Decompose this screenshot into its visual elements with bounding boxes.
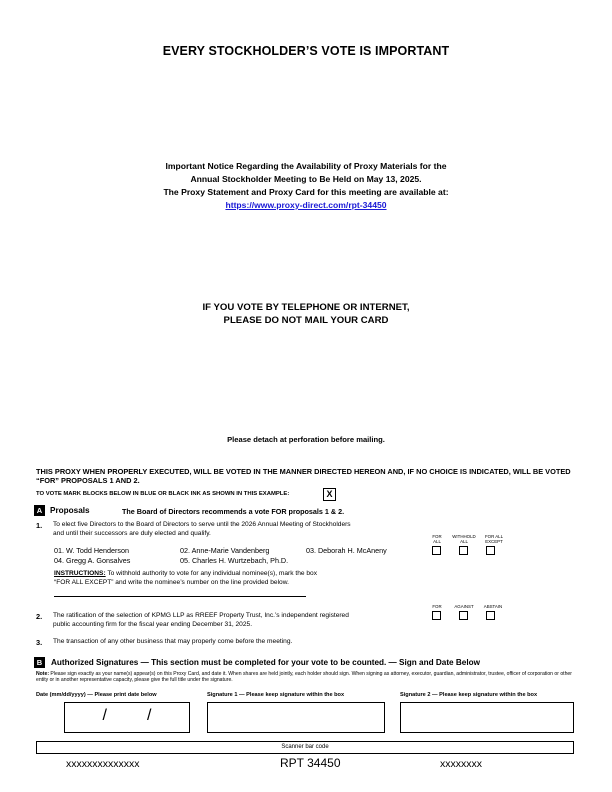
instructions-line-2: “FOR ALL EXCEPT” and write the nominee’s number on the line provided below. <box>54 579 289 586</box>
proposal-1-for-all-checkbox[interactable] <box>432 546 441 555</box>
proposal-2-text <box>53 611 349 629</box>
footer-code-right: xxxxxxxx <box>440 758 482 770</box>
example-mark-box: X <box>323 488 336 501</box>
proxy-materials-link[interactable]: https://www.proxy-direct.com/rpt-34450 <box>225 200 387 210</box>
col-header-for: FOR <box>432 604 442 609</box>
proposal-1-line-2: and until their successors are duly elected and qualify. <box>53 530 211 537</box>
instructions-line-1: To withhold authority to vote for any individual nominee(s), mark the box <box>105 570 318 577</box>
section-b-title: Authorized Signatures — This section must be completed for your vote to be counted. — Sign and Date Below <box>51 658 480 667</box>
proposal-3-number: 3. <box>36 638 43 647</box>
section-b-badge: B <box>34 657 45 668</box>
date-label: Date (mm/dd/yyyy) — Please print date below <box>36 692 157 698</box>
section-a-badge: A <box>34 505 45 516</box>
proposal-1-line-1: To elect five Directors to the Board of Directors to serve until the 2026 Annual Meeting of Stockholders <box>53 521 351 528</box>
nominee-03: 03. Deborah H. McAneny <box>306 546 387 555</box>
vote-note-line-2: PLEASE DO NOT MAIL YOUR CARD <box>223 315 389 326</box>
signature-2-box[interactable] <box>400 702 574 733</box>
signature-1-label: Signature 1 — Please keep signature within the box <box>207 692 345 698</box>
col-header-for-all-except: FOR ALL EXCEPT <box>484 534 504 544</box>
vote-note-line-1: IF YOU VOTE BY TELEPHONE OR INTERNET, <box>202 302 410 313</box>
proposal-2-line-2: public accounting firm for the fiscal year ending December 31, 2025. <box>53 621 253 628</box>
vote-note <box>0 301 612 327</box>
date-box[interactable] <box>64 702 190 733</box>
proposal-3-text: The transaction of any other business that may properly come before the meeting. <box>53 638 293 645</box>
footer-code-left: xxxxxxxxxxxxxx <box>66 758 140 770</box>
scanner-barcode-label: Scanner bar code <box>281 744 329 750</box>
note-text: Please sign exactly as your name(s) appear(s) on this Proxy Card, and date it. When shares are held jointly, each holder should sign. When signing as attorney, executor, guardian, administrator, trustee, officer of corporation or other entity or in another representative capacity, please give the full title under the signature. <box>36 671 572 683</box>
instructions-label: INSTRUCTIONS: <box>54 570 106 577</box>
nominee-02: 02. Anne-Marie Vandenberg <box>180 546 270 555</box>
date-slashes: / / <box>102 707 152 724</box>
col-header-abstain: ABSTAIN <box>483 604 503 609</box>
nominee-exception-line[interactable] <box>54 596 306 597</box>
mark-example-text: TO VOTE MARK BLOCKS BELOW IN BLUE OR BLACK INK AS SHOWN IN THIS EXAMPLE: <box>36 491 290 497</box>
proposal-1-instructions <box>54 569 317 587</box>
nominee-05: 05. Charles H. Wurtzebach, Ph.D. <box>180 556 289 565</box>
proposal-1-for-all-except-checkbox[interactable] <box>486 546 495 555</box>
note-label: Note: <box>36 671 50 677</box>
page-heading: EVERY STOCKHOLDER’S VOTE IS IMPORTANT <box>162 44 450 58</box>
signature-1-box[interactable] <box>207 702 385 733</box>
section-a-subtitle: The Board of Directors recommends a vote FOR proposals 1 & 2. <box>122 507 345 516</box>
proposal-2-line-1: The ratification of the selection of KPMG LLP as RREEF Property Trust, Inc.’s independent registered <box>53 612 349 619</box>
signature-note <box>36 671 581 683</box>
proxy-intro-text: THIS PROXY WHEN PROPERLY EXECUTED, WILL BE VOTED IN THE MANNER DIRECTED HEREON AND, IF NO CHOICE IS INDICATED, WILL BE VOTED “FOR” PROPOSALS 1 AND 2. <box>36 467 571 485</box>
notice-line-3: The Proxy Statement and Proxy Card for this meeting are available at: <box>163 187 449 197</box>
proposal-1-text <box>53 520 351 538</box>
nominee-01: 01. W. Todd Henderson <box>54 546 129 555</box>
signature-2-label: Signature 2 — Please keep signature within the box <box>400 692 538 698</box>
col-header-withhold-all: WITHHOLD ALL <box>452 534 476 544</box>
proposal-2-abstain-checkbox[interactable] <box>486 611 495 620</box>
notice-line-1: Important Notice Regarding the Availability of Proxy Materials for the <box>165 161 447 171</box>
section-a-title: Proposals <box>50 506 90 515</box>
notice-line-2: Annual Stockholder Meeting to Be Held on May 13, 2025. <box>190 174 422 184</box>
detach-instruction: Please detach at perforation before mailing. <box>227 435 385 444</box>
proposal-2-for-checkbox[interactable] <box>432 611 441 620</box>
proposal-2-against-checkbox[interactable] <box>459 611 468 620</box>
nominee-04: 04. Gregg A. Gonsalves <box>54 556 131 565</box>
proposal-2-number: 2. <box>36 612 43 621</box>
footer-code-center: RPT 34450 <box>280 756 341 770</box>
col-header-for-all: FOR ALL <box>432 534 442 544</box>
proxy-notice <box>0 160 612 212</box>
proposal-1-withhold-all-checkbox[interactable] <box>459 546 468 555</box>
col-header-against: AGAINST <box>454 604 474 609</box>
proposal-1-number: 1. <box>36 521 43 530</box>
